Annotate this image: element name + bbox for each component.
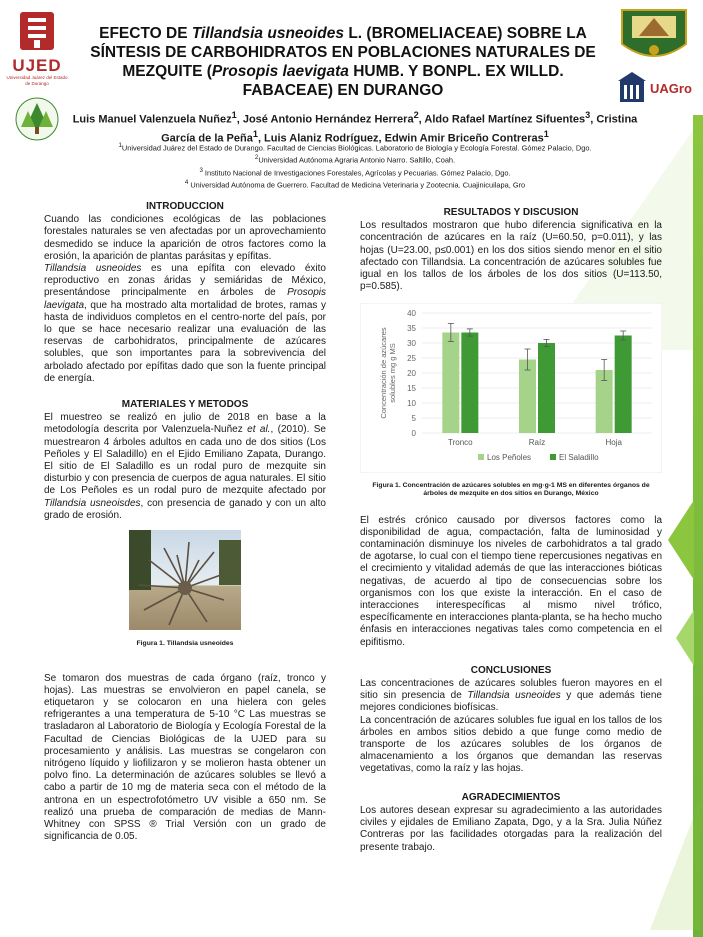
x-tick-label: Hoja <box>605 438 622 448</box>
uagro-logo-text: UAGro <box>650 81 692 96</box>
y-tick-label: 20 <box>407 369 416 379</box>
y-tick-label: 5 <box>411 414 416 424</box>
affiliation-line: $^4$ Universidad Autónoma de Guerrero. Facultad de Medicina Veterinaria y Zootecnia. Cuajinicuilapa, Gro <box>184 179 526 190</box>
results-heading: RESULTADOS Y DISCUSION <box>443 207 579 218</box>
affiliation-line: $^1$Universidad Juárez del Estado de Durango. Facultad de Ciencias Biológicas. Laboratorio de Biología y Ecología Forestal. Gómez Palacio, Dgo. <box>118 142 592 153</box>
left-column <box>44 201 326 843</box>
tillandsia-photo <box>129 530 241 630</box>
affiliation-line: $^3$ Instituto Nacional de Investigaciones Forestales, Agrícolas y Pecuarias. Gómez Palacio, Dgo. <box>199 166 511 178</box>
bar-raíz-0 <box>519 360 536 434</box>
y-tick-label: 30 <box>407 339 416 349</box>
bar-tronco-1 <box>461 333 478 434</box>
ujed-logo-text: UJED <box>12 56 62 75</box>
authors: Luis Manuel Valenzuela Nuñez$^1$, José Antonio Hernández Herrera$^2$, Aldo Rafael Martínez Sifuentes$^3$, Cristina García de la Peña$^1$, Luis Alaniz Rodríguez, Edwin Amir Briceño Contreras$^1$ <box>72 110 638 145</box>
ujed-crest-icon <box>6 12 68 52</box>
right-column <box>360 207 662 854</box>
y-tick-label: 0 <box>411 429 416 439</box>
bar-raíz-1 <box>538 343 555 433</box>
methods-paragraph-2: Se tomaron dos muestras de cada órgano (raíz, tronco y hojas). Las muestras se envolvieron en papel canela, se etiquetaron y se colocaron en una hielera con geles refrigerantes a una temperatura de 5-10 °C Las muestras se trasladaron al Laboratorio de Biología y Ecología Forestal de la Facultad de Ciencias Biológicas de la UJED para su procesamiento y análisis. Las muestras se congelaron con nitrógeno líquido y liofilizaron y se molieron hasta obtener un polvo fino. La determinación de azúcares solubles se llevó a cabo a partir de 10 mg de materia seca con el método de la antrona en un espectrofotómetro UV visible a 650 nm. Se realizó una prueba de comparación de medias de Mann-Whitney con SPSS ® Trial Versión con un grado de significancia de 0.05. <box>44 672 326 843</box>
sugar-chart-svg <box>360 303 662 473</box>
results-paragraph: Los resultados mostraron que hubo diferencia significativa en la concentración de azúcares en la raíz (U=60.50, p=0.011), y las hojas (U=23.00, p≤0.001) en los dos sitios siendo menor en el sitio afectado con Tillandsia. La concentración de azúcares solubles fue igual en los tallos de los árboles de los dos sitios (U=113.50, p=0.585). <box>360 220 662 293</box>
poster-title: EFECTO DE Tillandsia usneoides L. (BROMELIACEAE) SOBRE LA SÍNTESIS DE CARBOHIDRATOS EN POBLACIONES NATURALES DE MEZQUITE (Prosopis laevigata HUMB. Y BONPL. EX WILLD. FABACEAE) EN DURANGO <box>90 25 596 99</box>
y-tick-label: 25 <box>407 354 416 364</box>
ack-heading: AGRADECIMIENTOS <box>461 791 561 803</box>
intro-paragraph: Cuando las condiciones ecológicas de las poblaciones forestales naturales se ven afectadas por un aprovechamiento desmedido se induce la aparición de otros factores como la erosión, la aparición de plantas parásitas y epífitas. <box>44 214 326 262</box>
sugar-chart <box>360 303 662 477</box>
y-tick-label: 35 <box>407 324 416 334</box>
conclusions-heading: CONCLUSIONES <box>470 664 552 676</box>
tillandsia-plant-image <box>129 530 241 630</box>
uagro-building-icon <box>618 72 646 106</box>
lab-logo <box>14 97 60 141</box>
legend-label-0: Los Peñoles <box>487 453 532 463</box>
affiliations <box>60 141 650 191</box>
intro-paragraph-2: Tillandsia usneoides es una epífita con elevado éxito reproductivo en zonas áridas y semiáridas de México, presentándose principalmente en árboles de Prosopis laevigata, que ha mostrado alta mortalidad de brotes, ramas y hasta de individuos completos en el centro-norte del país, por lo que se hace necesario realizar una evaluación de las reservas de carbohidratos, principalmente de azúcares solubles, que son importantes para la sobrevivencia del arbolado afectado por epífitas dado que son la fuente principal de energía. <box>44 263 326 384</box>
x-tick-label: Raíz <box>528 438 546 448</box>
university-crest-icon <box>617 6 691 68</box>
ujed-logo <box>6 12 68 98</box>
intro-heading: INTRODUCCION <box>146 201 224 212</box>
ujed-logo-subtext: Universidad Juárez del Estado de Durango <box>6 75 68 86</box>
tree-logo-icon <box>14 97 60 141</box>
decor-triangle-right-low <box>676 610 694 666</box>
uagro-logo <box>618 72 694 106</box>
conclusions-paragraph-2: La concentración de azúcares solubles fue igual en los tallos de los árboles en ambos sitios debido a que funge como medio de transporte de los azúcares solubles de los órganos de almacenamiento a los órganos que demandan las reservas vegetativas, como la raíz y las hojas. <box>360 714 662 775</box>
methods-paragraph: El muestreo se realizó en julio de 2018 en base a la metodología descrita por Valenzuela-Nuñez et al., (2010). Se muestrearon 4 árboles adultos en cada uno de dos sitios (Los Peñoles y El Saladillo) en el Ejido Emiliano Zapata, Durango. El sitio de El Saladillo es un rodal puro de mezquite sin disturbio y con presencia de cuerpos de agua naturales. El sitio de Los Peñoles es un rodal puro de mezquite afectado por Tillandsia usneoisdes, con presencia de ganado y con un alto grado de erosión. <box>44 412 326 521</box>
chart-caption: Figura 1. Concentración de azúcares solubles en mg·g-1 MS en diferentes órganos de árboles de mezquite en dos sitios en Durango, México <box>372 481 650 498</box>
photo-caption: Figura 1. Tillandsia usneoides <box>136 640 234 648</box>
legend-swatch-0 <box>478 454 484 460</box>
y-axis-label: Concentración de azúcaressolubles mg g MS <box>379 327 397 420</box>
y-tick-label: 10 <box>407 399 416 409</box>
bar-hoja-1 <box>615 336 632 434</box>
legend-swatch-1 <box>550 454 556 460</box>
x-tick-label: Tronco <box>448 438 473 448</box>
conclusions-paragraph: Las concentraciones de azúcares solubles fueron mayores en el sitio sin presencia de Tillandsia usneoides y que además tiene mejores condiciones biofísicas. <box>360 678 662 714</box>
decor-triangle-right-mid <box>668 500 694 580</box>
y-tick-label: 15 <box>407 384 416 394</box>
legend-label-1: El Saladillo <box>559 453 599 463</box>
methods-heading: MATERIALES Y METODOS <box>121 399 249 411</box>
ack-paragraph: Los autores desean expresar su agradecimiento a las autoridades civiles y ejidales de Emiliano Zapata, Dgo, y a la Sra. Julia Núñez Contreras por las facilidades otorgadas para la realización del presente trabajo. <box>360 804 662 853</box>
bar-tronco-0 <box>442 333 459 434</box>
uaaan-logo <box>617 6 691 68</box>
affiliation-line: $^2$Universidad Autónoma Agraria Antonio Narro. Saltillo, Coah. <box>254 154 456 165</box>
y-tick-label: 40 <box>407 309 416 319</box>
results-paragraph-2: El estrés crónico causado por diversos factores como la disponibilidad de agua, compactación, falta de luminosidad y contaminación disminuye los niveles de carbohidratos a tal grado de agotarse, lo cual con el tiempo tiene repercusiones negativas en el crecimiento y vitalidad además de que las interacciones bióticas negativas, de acuerdo al tipo de consecuencias sobre los organismos con los que existe la interacción. En el caso de interacciones interespecíficas al mismo nivel trófico, específicamente en interacciones planta-planta, se ha hecho mucho énfasis en interacciones negativas tales como competencia en el epifitismo. <box>360 514 662 648</box>
